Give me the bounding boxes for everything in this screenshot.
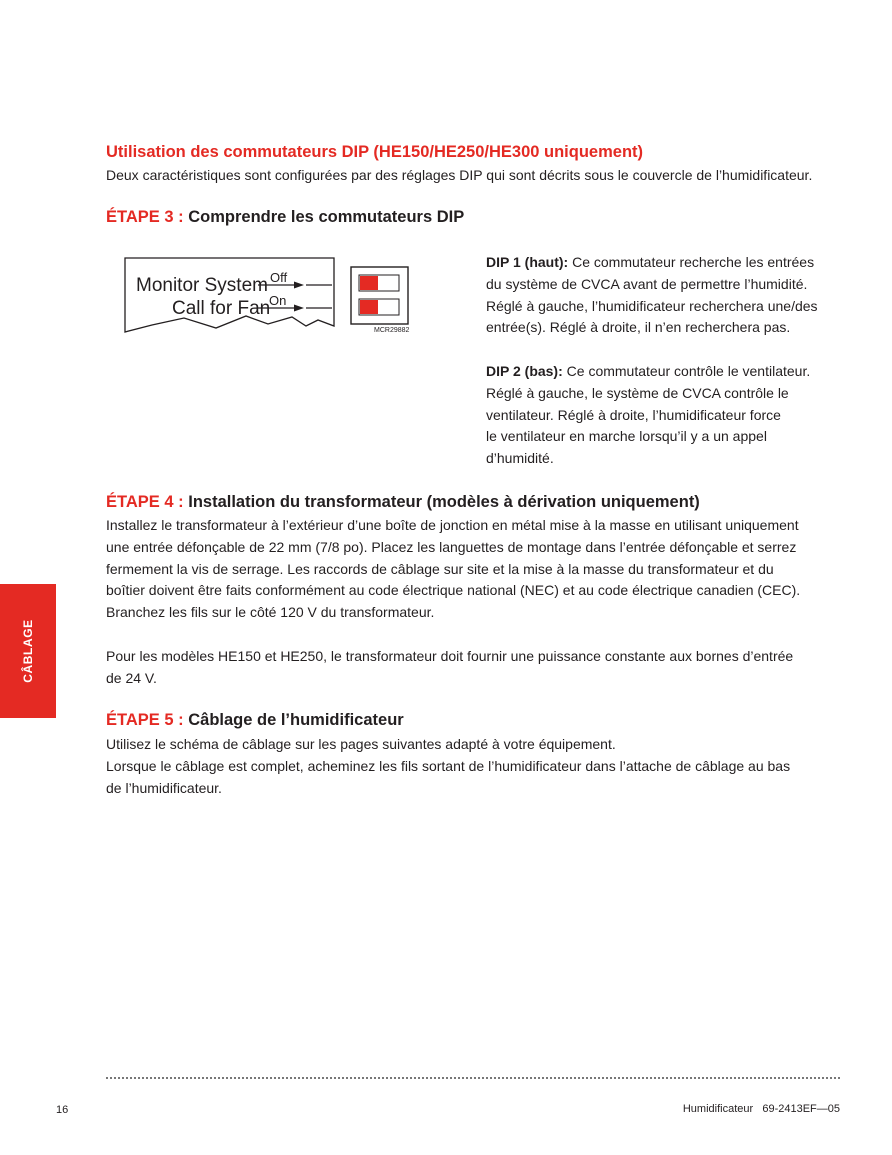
step4-title: Installation du transformateur (modèles à dérivation uniquement) [188,493,700,511]
step4-p1-line-1: Installez le transformateur à l’extérieur d’une boîte de jonction en métal mise à la masse en utilisant uniquement [106,517,799,533]
figure-label-call: Call for Fan [172,298,271,319]
step3-heading [106,208,464,227]
step4-p1-line-5: Branchez les fils sur le côté 120 V du transformateur. [106,604,435,621]
step5-line-1: Utilisez le schéma de câblage sur les pages suivantes adapté à votre équipement. [106,736,616,752]
dip2-line-2: Réglé à gauche, le système de CVCA contrôle le [486,384,789,401]
figure-label-on: On [269,293,287,308]
step4-paragraph-2 [106,646,793,690]
step4-p1-line-3: fermement la vis de serrage. Les raccords de câblage sur site et la mise à la masse du transformateur et du [106,560,774,577]
step3-title: Comprendre les commutateurs DIP [188,208,465,226]
step4-heading [106,493,700,512]
step4-p1-line-4: boîtier doivent être faits conformément au code électrique national (NEC) et au code électrique canadien (CEC). [106,582,801,599]
step5-heading [106,711,404,730]
step4-paragraph-1 [106,515,800,624]
section-intro: Deux caractéristiques sont configurées par des réglages DIP qui sont décrits sous le couvercle de l’humidificateur. [106,167,813,183]
step5-line-3: de l’humidificateur. [106,779,222,796]
footer-doc-code: 69-2413EF—05 [762,1103,840,1115]
dip1-description [486,252,818,339]
step5-title: Câblage de l’humidificateur [188,711,404,729]
dip2-line-1: Ce commutateur contrôle le ventilateur. [562,363,811,379]
dip1-line-2: du système de CVCA avant de permettre l’humidité. [486,275,808,292]
dip2-line-5: d’humidité. [486,450,554,467]
figure-label-off: Off [270,270,288,285]
dip2-line-3: ventilateur. Réglé à droite, l’humidificateur force [486,406,781,423]
step4-p2-line-2: de 24 V. [106,669,157,686]
dip-switch-2-toggle [360,300,378,314]
dip-switch-diagram [118,252,418,338]
dip2-label: DIP 2 (bas): [486,363,563,379]
dip2-line-4: le ventilateur en marche lorsqu’il y a un appel [486,428,767,445]
dip2-description [486,361,810,470]
step4-p2-line-1: Pour les modèles HE150 et HE250, le transformateur doit fournir une puissance constante aux bornes d’entrée [106,648,794,664]
dip1-label: DIP 1 (haut): [486,254,569,270]
footer-divider [106,1077,840,1079]
section-side-tab [0,584,56,718]
footer-doc-title: Humidificateur [682,1103,754,1115]
step5-paragraph [106,734,790,799]
dip1-line-1: Ce commutateur recherche les entrées [568,254,815,270]
figure-code: MCR29882 [374,327,410,334]
figure-label-monitor: Monitor System [136,275,268,296]
side-tab-label: CÂBLAGE [21,619,35,683]
section-title: Utilisation des commutateurs DIP (HE150/HE250/HE300 uniquement) [106,143,644,161]
step4-label: ÉTAPE 4 : [106,493,184,511]
dip1-line-4: entrée(s). Réglé à droite, il n’en recherchera pas. [486,319,791,336]
page-number: 16 [56,1104,69,1116]
dip1-line-3: Réglé à gauche, l’humidificateur recherchera une/des [486,297,818,314]
step4-p1-line-2: une entrée défonçable de 22 mm (7/8 po). Placez les languettes de montage dans l’entrée défonçable et serrez [106,538,797,555]
step5-line-2: Lorsque le câblage est complet, acheminez les fils sortant de l’humidificateur dans l’attache de câblage au bas [106,757,791,774]
footer-doc-info [683,1103,840,1115]
step3-label: ÉTAPE 3 : [106,208,184,226]
step5-label: ÉTAPE 5 : [106,711,184,729]
dip-switch-1-toggle [360,276,378,290]
